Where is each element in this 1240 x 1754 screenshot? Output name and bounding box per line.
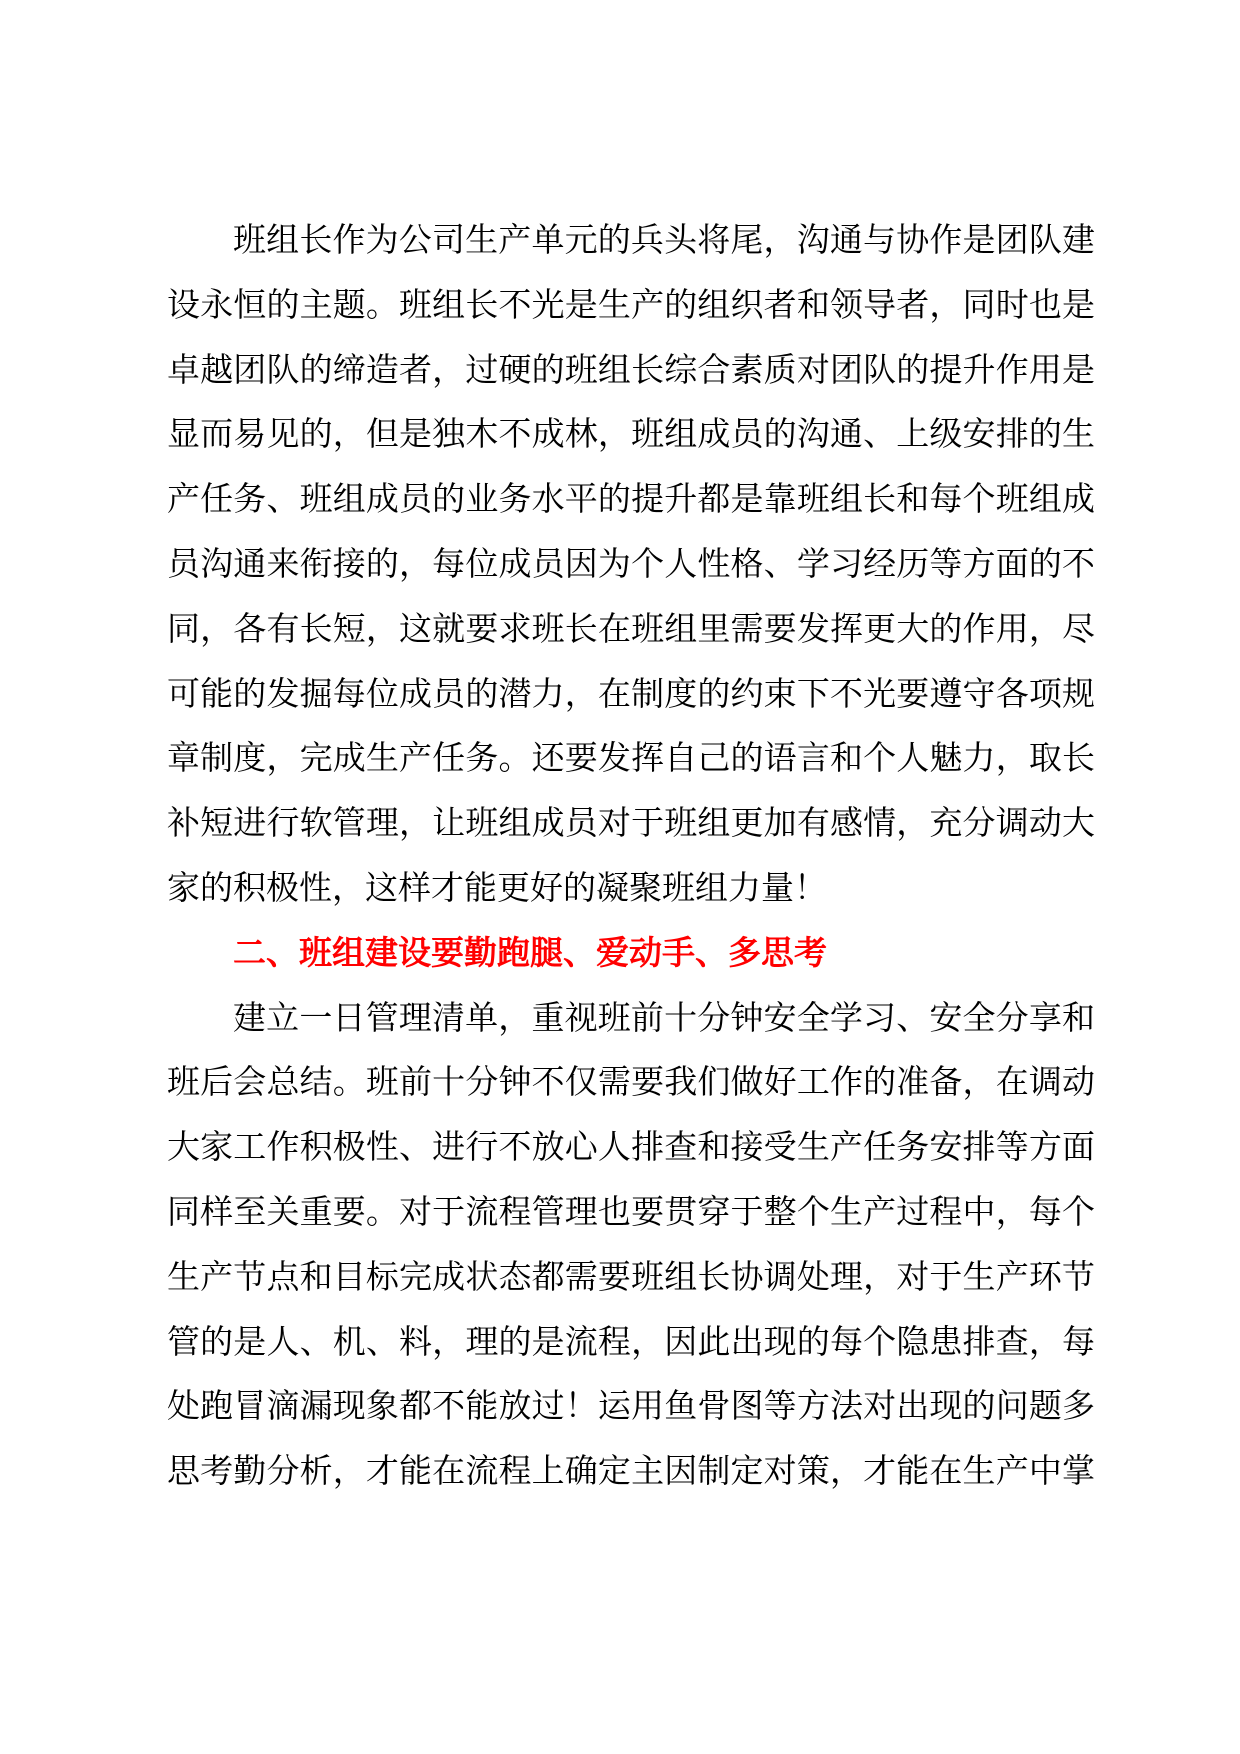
paragraph-line: 章制度，完成生产任务。还要发挥自己的语言和个人魅力，取长	[167, 738, 1095, 778]
paragraph-line: 卓越团队的缔造者，过硬的班组长综合素质对团队的提升作用是	[167, 349, 1095, 389]
paragraph-line: 家的积极性，这样才能更好的凝聚班组力量！	[167, 867, 827, 907]
paragraph-line: 补短进行软管理，让班组成员对于班组更加有感情，充分调动大	[167, 803, 1095, 843]
paragraph-line: 班组长作为公司生产单元的兵头将尾，沟通与协作是团队建	[233, 220, 1095, 259]
paragraph-line: 设永恒的主题。班组长不光是生产的组织者和领导者，同时也是	[167, 284, 1095, 324]
paragraph-2	[167, 986, 1095, 1504]
paragraph-line: 可能的发掘每位成员的潜力，在制度的约束下不光要遵守各项规	[167, 673, 1095, 713]
paragraph-line: 同样至关重要。对于流程管理也要贯穿于整个生产过程中，每个	[167, 1191, 1095, 1231]
section-heading: 二、班组建设要勤跑腿、爱动手、多思考	[233, 932, 827, 972]
paragraph-line: 班后会总结。班前十分钟不仅需要我们做好工作的准备，在调动	[167, 1062, 1095, 1102]
paragraph-line: 建立一日管理清单，重视班前十分钟安全学习、安全分享和	[233, 997, 1095, 1037]
paragraph-line: 显而易见的，但是独木不成林，班组成员的沟通、上级安排的生	[167, 414, 1095, 454]
paragraph-line: 思考勤分析，才能在流程上确定主因制定对策，才能在生产中掌	[167, 1451, 1095, 1491]
paragraph-line: 员沟通来衔接的，每位成员因为个人性格、学习经历等方面的不	[167, 543, 1095, 583]
paragraph-line: 同，各有长短，这就要求班长在班组里需要发挥更大的作用，尽	[167, 608, 1095, 648]
document-body	[167, 208, 1095, 1504]
paragraph-line: 管的是人、机、料，理的是流程，因此出现的每个隐患排查，每	[167, 1321, 1095, 1361]
paragraph-line: 处跑冒滴漏现象都不能放过！运用鱼骨图等方法对出现的问题多	[167, 1386, 1095, 1426]
paragraph-line: 大家工作积极性、进行不放心人排查和接受生产任务安排等方面	[167, 1127, 1095, 1167]
paragraph-line: 生产节点和目标完成状态都需要班组长协调处理，对于生产环节	[167, 1256, 1095, 1296]
paragraph-line: 产任务、班组成员的业务水平的提升都是靠班组长和每个班组成	[167, 479, 1095, 519]
paragraph-1	[167, 208, 1095, 921]
